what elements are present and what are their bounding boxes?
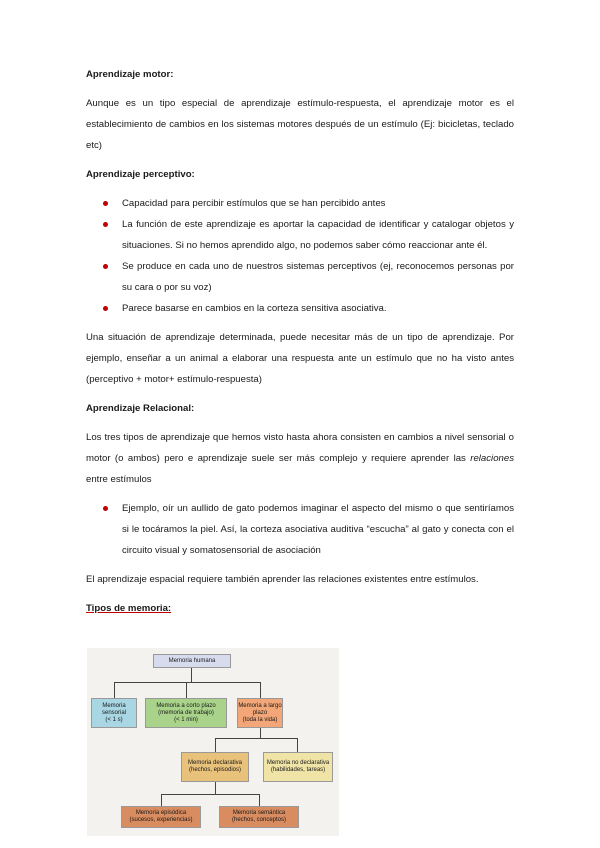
- node-memoria-corto-plazo: Memoria a corto plazo (memoria de trabajo) (< 1 min): [145, 698, 227, 728]
- node-memoria-episodica: Memoria episódica (sucesos, experiencias): [121, 806, 201, 828]
- node-memoria-humana: Memoria humana: [153, 654, 231, 668]
- node-memoria-largo-plazo: Memoria a largo plazo (toda la vida): [237, 698, 283, 728]
- node-memoria-no-declarativa: Memoria no declarativa (habilidades, tareas): [263, 752, 333, 782]
- paragraph-espacial: El aprendizaje espacial requiere también aprender las relaciones existentes entre estímulos.: [86, 574, 479, 585]
- list-relacional: [86, 498, 514, 561]
- bullet-icon: [103, 306, 108, 311]
- bullet-icon: [103, 506, 108, 511]
- heading-aprendizaje-motor: Aprendizaje motor:: [86, 69, 174, 80]
- list-item: Parece basarse en cambios en la corteza sensitiva asociativa.: [86, 298, 514, 319]
- heading-aprendizaje-relacional: Aprendizaje Relacional:: [86, 403, 195, 414]
- bullet-icon: [103, 222, 108, 227]
- bullet-icon: [103, 264, 108, 269]
- bullet-icon: [103, 201, 108, 206]
- list-item: Capacidad para percibir estímulos que se han percibido antes: [86, 193, 514, 214]
- node-memoria-semantica: Memoria semántica (hechos, conceptos): [219, 806, 299, 828]
- list-perceptivo: [86, 193, 514, 319]
- paragraph-motor: Aunque es un tipo especial de aprendizaje estímulo-respuesta, el aprendizaje motor es el establecimiento de cambios en los sistemas motores después de un estímulo (Ej: bicicletas, teclado etc): [86, 98, 514, 151]
- heading-aprendizaje-perceptivo: Aprendizaje perceptivo:: [86, 169, 195, 180]
- node-memoria-declarativa: Memoria declarativa (hechos, episodios): [181, 752, 249, 782]
- list-item: Ejemplo, oír un aullido de gato podemos imaginar el aspecto del mismo o que sentiríamos si le tocáramos la piel. Así, la corteza asociativa auditiva “escucha” al gato y conecta con el circuito visual y somatosensorial de asociación: [86, 498, 514, 561]
- italic-relaciones: relaciones: [470, 453, 514, 464]
- list-item: Se produce en cada uno de nuestros sistemas perceptivos (ej, reconocemos personas por su cara o por su voz): [86, 256, 514, 298]
- document-body: [86, 64, 514, 619]
- node-memoria-sensorial: Memoria sensorial (< 1 s): [91, 698, 137, 728]
- list-item: La función de este aprendizaje es aportar la capacidad de identificar y catalogar objetos y situaciones. Si no hemos aprendido algo, no podemos saber cómo reaccionar ante él.: [86, 214, 514, 256]
- memory-types-diagram: [87, 648, 339, 836]
- paragraph-relacional: Los tres tipos de aprendizaje que hemos visto hasta ahora consisten en cambios a nivel sensorial o motor (o ambos) pero e aprendizaje suele ser más complejo y requiere aprender las relaciones entre estímulos: [86, 432, 514, 485]
- paragraph-situacion: Una situación de aprendizaje determinada, puede necesitar más de un tipo de aprendizaje. Por ejemplo, enseñar a un animal a elaborar una respuesta ante un estímulo que no ha visto antes (perceptivo + motor+ estímulo-respuesta): [86, 332, 514, 385]
- heading-tipos-memoria: Tipos de memoria:: [86, 603, 172, 614]
